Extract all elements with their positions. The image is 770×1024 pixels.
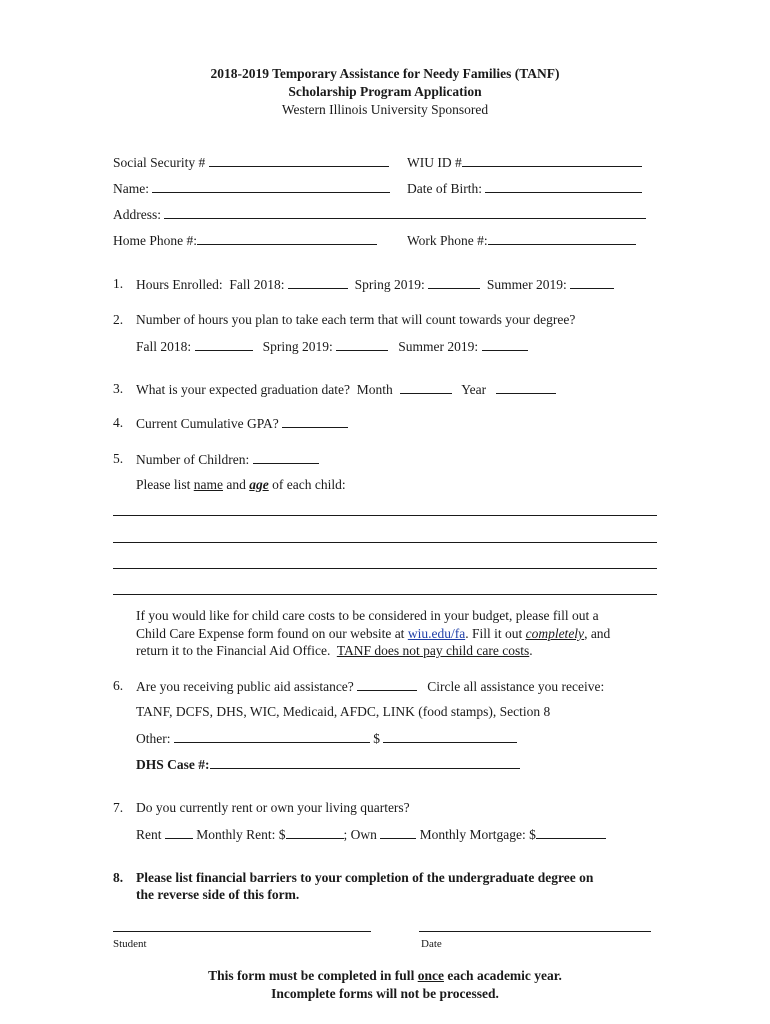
q2-fall-label: Fall 2018:: [136, 339, 192, 354]
name-label: Name:: [113, 181, 149, 196]
q7-row: [136, 826, 606, 843]
student-signature-line[interactable]: [113, 931, 371, 932]
wiu-id-label: WIU ID #: [407, 155, 462, 170]
child-line-4[interactable]: [113, 594, 657, 595]
q8-line-1: Please list financial barriers to your completion of the undergraduate degree on: [136, 870, 594, 885]
q5-list-pre: Please list: [136, 477, 191, 492]
work-phone-row: [407, 232, 636, 249]
q1-spring-field[interactable]: [428, 276, 480, 289]
home-phone-field[interactable]: [197, 232, 377, 245]
q3-number: 3.: [113, 381, 124, 396]
q6-row: [136, 678, 604, 695]
q1-label: Hours Enrolled:: [136, 277, 223, 292]
child-line-3[interactable]: [113, 568, 657, 569]
form-title: 2018-2019 Temporary Assistance for Needy Families (TANF): [210, 66, 560, 81]
q1-spring-label: Spring 2019:: [354, 277, 425, 292]
q3-month-label: Month: [356, 382, 393, 397]
childcare-line2-post: , and: [584, 626, 611, 641]
q2-number: 2.: [113, 312, 124, 327]
monthly-mortgage-label: Monthly Mortgage: $: [419, 827, 536, 842]
address-label: Address:: [113, 207, 161, 222]
q4-question: Current Cumulative GPA?: [136, 416, 279, 431]
name-row: [113, 180, 390, 197]
rent-label: Rent: [136, 827, 162, 842]
q5-list-and: and: [226, 477, 246, 492]
student-label: Student: [113, 938, 147, 950]
child-line-1[interactable]: [113, 515, 657, 516]
form-sponsor: Western Illinois University Sponsored: [281, 102, 489, 117]
address-field[interactable]: [164, 206, 646, 219]
child-line-2[interactable]: [113, 542, 657, 543]
q2-summer-field[interactable]: [482, 338, 528, 351]
ssn-field[interactable]: [209, 154, 389, 167]
q4-row: [136, 415, 348, 432]
home-phone-row: [113, 232, 377, 249]
q3-year-label: Year: [461, 382, 487, 397]
q6-dollar: $: [373, 731, 380, 746]
website-link[interactable]: wiu.edu/fa: [407, 626, 466, 641]
childcare-line3-post: .: [529, 643, 533, 658]
own-label: ; Own: [343, 827, 377, 842]
monthly-rent-label: Monthly Rent: $: [196, 827, 286, 842]
work-phone-label: Work Phone #:: [407, 233, 488, 248]
q1-fall-field[interactable]: [288, 276, 348, 289]
rent-check-field[interactable]: [165, 826, 193, 839]
q2-fall-field[interactable]: [195, 338, 253, 351]
childcare-tanf-note: TANF does not pay child care costs: [336, 643, 530, 658]
childcare-line-2: [136, 626, 610, 642]
q4-number: 4.: [113, 415, 124, 430]
q6-other-row: [136, 730, 517, 747]
childcare-line-3: [136, 643, 533, 659]
ssn-label: Social Security #: [113, 155, 206, 170]
q5-list-post: of each child:: [272, 477, 346, 492]
q6-number: 6.: [113, 678, 124, 693]
q2-spring-label: Spring 2019:: [262, 339, 333, 354]
childcare-line-1: If you would like for child care costs to be considered in your budget, please fill out a: [136, 608, 599, 623]
own-check-field[interactable]: [380, 826, 416, 839]
name-field[interactable]: [152, 180, 390, 193]
q1-summer-field[interactable]: [570, 276, 614, 289]
q2-spring-field[interactable]: [336, 338, 388, 351]
other-assistance-field[interactable]: [174, 730, 370, 743]
address-row: [113, 206, 646, 223]
childcare-line3-pre: return it to the Financial Aid Office.: [136, 643, 331, 658]
q1-fall-label: Fall 2018:: [229, 277, 285, 292]
q6-question: Are you receiving public aid assistance?: [136, 679, 354, 694]
childcare-completely: completely: [525, 626, 585, 641]
q3-year-field[interactable]: [496, 381, 556, 394]
q1-row: [136, 276, 614, 293]
dob-row: [407, 180, 642, 197]
q3-question: What is your expected graduation date?: [136, 382, 351, 397]
q5-instructions: [136, 477, 346, 493]
childcare-line2-mid: . Fill it out: [465, 626, 523, 641]
q3-row: [136, 381, 556, 398]
public-aid-field[interactable]: [357, 678, 417, 691]
q8-number: 8.: [113, 870, 124, 885]
wiu-id-row: [407, 154, 642, 171]
dhs-row: [136, 756, 520, 773]
q2-row: [136, 338, 528, 355]
q2-summer-label: Summer 2019:: [398, 339, 479, 354]
home-phone-label: Home Phone #:: [113, 233, 197, 248]
monthly-mortgage-field[interactable]: [536, 826, 606, 839]
q8-line-2: the reverse side of this form.: [136, 887, 300, 902]
wiu-id-field[interactable]: [462, 154, 642, 167]
footer-line1-post: each academic year.: [447, 968, 562, 983]
q5-list-age: age: [249, 477, 269, 492]
q2-question: Number of hours you plan to take each term that will count towards your degree?: [136, 312, 576, 327]
monthly-rent-field[interactable]: [286, 826, 344, 839]
work-phone-field[interactable]: [488, 232, 636, 245]
q6-other-label: Other:: [136, 731, 171, 746]
footer-line-1: [0, 968, 770, 984]
footer-line1-pre: This form must be completed in full: [208, 968, 415, 983]
dhs-case-field[interactable]: [210, 756, 520, 769]
footer-once: once: [417, 968, 444, 983]
dob-label: Date of Birth:: [407, 181, 482, 196]
q7-question: Do you currently rent or own your living quarters?: [136, 800, 410, 815]
q5-number: 5.: [113, 451, 124, 466]
q5-list-name: name: [193, 477, 223, 492]
dob-field[interactable]: [485, 180, 642, 193]
other-amount-field[interactable]: [383, 730, 517, 743]
footer-line-2: Incomplete forms will not be processed.: [271, 986, 499, 1001]
children-count-field[interactable]: [253, 451, 319, 464]
q5-row: [136, 451, 319, 468]
date-label: Date: [421, 938, 442, 950]
q3-month-field[interactable]: [400, 381, 452, 394]
gpa-field[interactable]: [282, 415, 348, 428]
form-subtitle: Scholarship Program Application: [288, 84, 482, 99]
q6-circle-label: Circle all assistance you receive:: [427, 679, 605, 694]
ssn-row: [113, 154, 389, 171]
q1-summer-label: Summer 2019:: [486, 277, 567, 292]
q5-question: Number of Children:: [136, 452, 250, 467]
q1-number: 1.: [113, 276, 124, 291]
childcare-line2-pre: Child Care Expense form found on our website at: [136, 626, 405, 641]
assistance-options[interactable]: TANF, DCFS, DHS, WIC, Medicaid, AFDC, LINK (food stamps), Section 8: [136, 704, 551, 719]
q7-number: 7.: [113, 800, 124, 815]
dhs-label: DHS Case #:: [136, 757, 210, 772]
date-signature-line[interactable]: [419, 931, 651, 932]
